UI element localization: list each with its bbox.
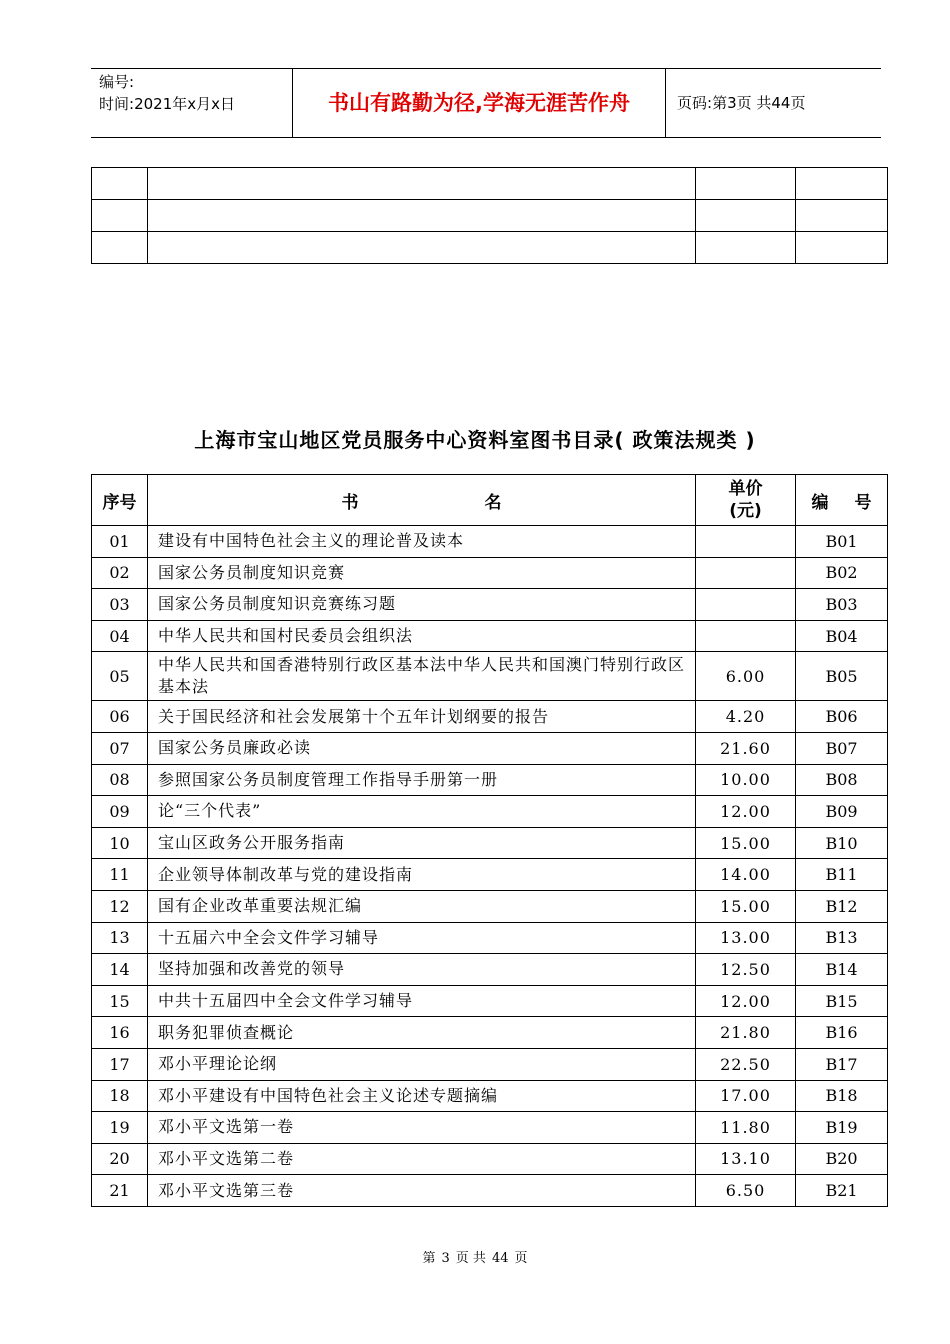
row-index: 09 [92, 796, 148, 828]
row-index: 13 [92, 922, 148, 954]
footer-mid: 页 共 [455, 1251, 486, 1266]
row-code: B19 [796, 1112, 888, 1144]
table-row [92, 890, 888, 922]
row-code: B07 [796, 732, 888, 764]
page-header [91, 68, 881, 138]
blank-cell [92, 232, 148, 264]
row-price [696, 557, 796, 589]
header-name [148, 475, 696, 526]
table-row [92, 796, 888, 828]
row-code: B17 [796, 1048, 888, 1080]
row-index: 20 [92, 1143, 148, 1175]
page-footer [0, 1247, 950, 1266]
row-book-name: 邓小平建设有中国特色社会主义论述专题摘编 [148, 1080, 696, 1112]
row-code: B21 [796, 1175, 888, 1207]
blank-cell [696, 168, 796, 200]
table-row [92, 1175, 888, 1207]
blank-table [91, 167, 888, 264]
row-index: 19 [92, 1112, 148, 1144]
row-price [696, 620, 796, 652]
row-code: B15 [796, 985, 888, 1017]
blank-cell [796, 168, 888, 200]
header-price [696, 475, 796, 526]
row-price: 6.50 [696, 1175, 796, 1207]
number-label: 编号: [99, 73, 135, 91]
row-book-name: 中华人民共和国村民委员会组织法 [148, 620, 696, 652]
table-row [92, 1017, 888, 1049]
header-index: 序号 [92, 475, 148, 526]
row-book-name: 建设有中国特色社会主义的理论普及读本 [148, 526, 696, 558]
row-code: B08 [796, 764, 888, 796]
header-meta [99, 71, 289, 115]
row-book-name: 中共十五届四中全会文件学习辅导 [148, 985, 696, 1017]
row-index: 01 [92, 526, 148, 558]
header-code [796, 475, 888, 526]
row-code: B10 [796, 827, 888, 859]
table-row [92, 1048, 888, 1080]
catalog-title: 上海市宝山地区党员服务中心资料室图书目录( 政策法规类 ) [194, 428, 756, 452]
blank-row [92, 232, 888, 264]
row-price: 15.00 [696, 827, 796, 859]
blank-cell [148, 168, 696, 200]
row-book-name: 邓小平文选第一卷 [148, 1112, 696, 1144]
row-book-name: 论“三个代表” [148, 796, 696, 828]
table-row [92, 589, 888, 621]
row-index: 17 [92, 1048, 148, 1080]
row-price: 12.00 [696, 985, 796, 1017]
row-price: 13.10 [696, 1143, 796, 1175]
row-book-name: 国家公务员制度知识竞赛练习题 [148, 589, 696, 621]
row-index: 10 [92, 827, 148, 859]
row-book-name: 国有企业改革重要法规汇编 [148, 890, 696, 922]
row-book-name: 职务犯罪侦查概论 [148, 1017, 696, 1049]
row-code: B13 [796, 922, 888, 954]
footer-suffix: 页 [514, 1251, 528, 1266]
table-row [92, 827, 888, 859]
table-row [92, 732, 888, 764]
row-index: 03 [92, 589, 148, 621]
table-header-row [92, 475, 888, 526]
row-code: B14 [796, 954, 888, 986]
time-label: 时间: [99, 95, 135, 113]
table-row [92, 859, 888, 891]
time-line [99, 93, 289, 115]
row-code: B06 [796, 701, 888, 733]
row-price: 21.80 [696, 1017, 796, 1049]
row-price: 14.00 [696, 859, 796, 891]
blank-cell [92, 200, 148, 232]
row-code: B03 [796, 589, 888, 621]
blank-cell [796, 200, 888, 232]
table-row [92, 1143, 888, 1175]
row-code: B12 [796, 890, 888, 922]
row-price: 12.50 [696, 954, 796, 986]
row-book-name: 十五届六中全会文件学习辅导 [148, 922, 696, 954]
row-index: 07 [92, 732, 148, 764]
row-price: 10.00 [696, 764, 796, 796]
header-code-text: 编 号 [811, 492, 872, 513]
row-code: B18 [796, 1080, 888, 1112]
row-price: 6.00 [696, 652, 796, 701]
header-divider [665, 69, 666, 137]
row-book-name: 企业领导体制改革与党的建设指南 [148, 859, 696, 891]
header-price-line1: 单价 [728, 479, 763, 499]
row-price: 21.60 [696, 732, 796, 764]
header-price-line2: (元) [729, 501, 762, 521]
row-book-name: 国家公务员廉政必读 [148, 732, 696, 764]
table-row [92, 620, 888, 652]
blank-cell [148, 200, 696, 232]
table-row [92, 764, 888, 796]
row-index: 06 [92, 701, 148, 733]
row-index: 21 [92, 1175, 148, 1207]
row-code: B01 [796, 526, 888, 558]
row-book-name: 邓小平文选第二卷 [148, 1143, 696, 1175]
book-catalog-table [91, 474, 888, 1207]
row-index: 08 [92, 764, 148, 796]
blank-cell [148, 232, 696, 264]
row-index: 05 [92, 652, 148, 701]
blank-cell [92, 168, 148, 200]
table-row [92, 526, 888, 558]
row-code: B02 [796, 557, 888, 589]
row-index: 16 [92, 1017, 148, 1049]
row-index: 11 [92, 859, 148, 891]
row-code: B11 [796, 859, 888, 891]
row-index: 12 [92, 890, 148, 922]
row-code: B16 [796, 1017, 888, 1049]
footer-page: 3 [441, 1251, 450, 1266]
row-book-name: 关于国民经济和社会发展第十个五年计划纲要的报告 [148, 701, 696, 733]
table-row [92, 985, 888, 1017]
row-book-name: 坚持加强和改善党的领导 [148, 954, 696, 986]
header-name-text: 书 名 [341, 492, 502, 513]
row-book-name: 邓小平理论论纲 [148, 1048, 696, 1080]
row-book-name: 国家公务员制度知识竞赛 [148, 557, 696, 589]
blank-cell [696, 232, 796, 264]
table-row [92, 652, 888, 701]
row-code: B05 [796, 652, 888, 701]
table-row [92, 1080, 888, 1112]
blank-row [92, 200, 888, 232]
row-index: 02 [92, 557, 148, 589]
row-code: B20 [796, 1143, 888, 1175]
row-price: 22.50 [696, 1048, 796, 1080]
row-index: 18 [92, 1080, 148, 1112]
row-book-name: 宝山区政务公开服务指南 [148, 827, 696, 859]
blank-cell [696, 200, 796, 232]
row-price: 4.20 [696, 701, 796, 733]
row-index: 14 [92, 954, 148, 986]
row-price [696, 589, 796, 621]
page-text: 第3页 共44页 [712, 94, 806, 112]
row-book-name: 参照国家公务员制度管理工作指导手册第一册 [148, 764, 696, 796]
table-row [92, 1112, 888, 1144]
blank-row [92, 168, 888, 200]
row-price [696, 526, 796, 558]
row-price: 17.00 [696, 1080, 796, 1112]
footer-total: 44 [491, 1251, 509, 1266]
header-page-info [677, 69, 805, 137]
row-book-name: 中华人民共和国香港特别行政区基本法中华人民共和国澳门特别行政区基本法 [148, 652, 696, 701]
row-code: B09 [796, 796, 888, 828]
row-code: B04 [796, 620, 888, 652]
row-price: 15.00 [696, 890, 796, 922]
row-book-name: 邓小平文选第三卷 [148, 1175, 696, 1207]
table-row [92, 954, 888, 986]
blank-cell [796, 232, 888, 264]
row-index: 15 [92, 985, 148, 1017]
row-price: 11.80 [696, 1112, 796, 1144]
footer-prefix: 第 [422, 1251, 436, 1266]
time-value: 2021年x月x日 [134, 95, 235, 113]
row-price: 12.00 [696, 796, 796, 828]
table-row [92, 701, 888, 733]
row-index: 04 [92, 620, 148, 652]
row-price: 13.00 [696, 922, 796, 954]
table-row [92, 557, 888, 589]
header-motto: 书山有路勤为径,学海无涯苦作舟 [328, 91, 630, 115]
table-row [92, 922, 888, 954]
page-label: 页码: [677, 94, 713, 112]
